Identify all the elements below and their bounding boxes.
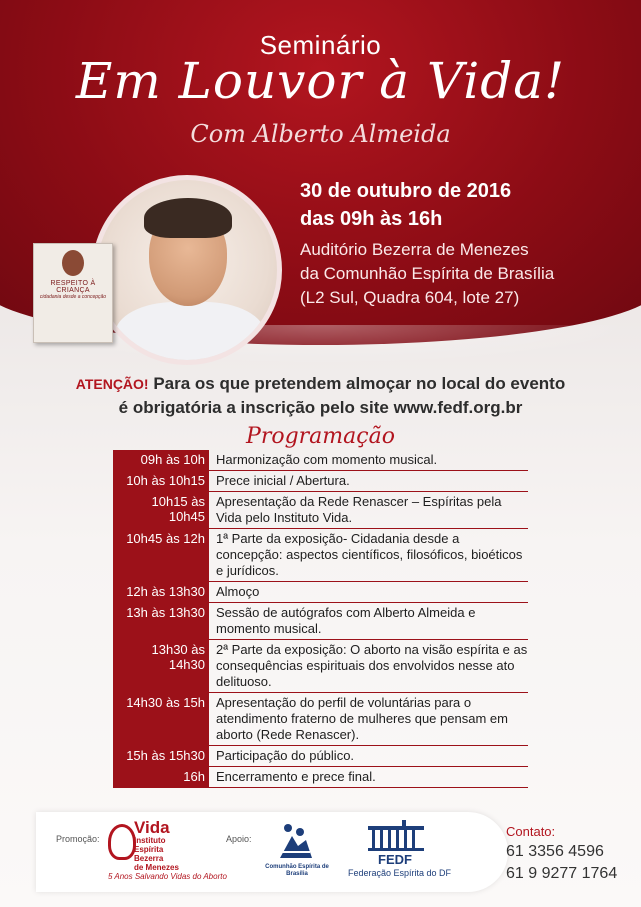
book-subtitle: cidadania desde a concepção (39, 294, 107, 300)
schedule-row (113, 640, 528, 693)
event-venue-line3: (L2 Sul, Quadra 604, lote 27) (300, 288, 520, 307)
sponsors-bar (36, 812, 508, 892)
schedule-time: 10h às 10h15 (113, 471, 209, 491)
notice-line2: é obrigatória a inscrição pelo site www.fedf.org.br (118, 398, 523, 417)
schedule-desc: Encerramento e prece final. (216, 769, 376, 784)
comunhao-icon (276, 822, 316, 862)
schedule-row (113, 492, 528, 529)
schedule-time: 14h30 às 15h (113, 693, 209, 745)
instituto-vida-logo (108, 818, 227, 888)
comunhao-name: Comunhão Espírita de Brasília (265, 864, 329, 877)
apoio-label: Apoio: (226, 834, 252, 844)
schedule-table (113, 450, 528, 788)
schedule-row (113, 693, 528, 746)
schedule-row (113, 450, 528, 471)
schedule-row (113, 471, 528, 492)
schedule-desc: 2ª Parte da exposição: O aborto na visão espírita e as consequências espirituais dos envolvidos nesse ato delituoso. (216, 642, 528, 689)
schedule-time: 10h45 às 12h (113, 529, 209, 581)
schedule-time: 16h (113, 767, 209, 787)
schedule-desc: Harmonização com momento musical. (216, 452, 438, 467)
schedule-time: 13h30 às 14h30 (113, 640, 209, 692)
comunhao-logo (262, 818, 332, 884)
vida-tagline: 5 Anos Salvando Vidas do Aborto (108, 872, 227, 881)
notice-line1 (0, 374, 641, 394)
schedule-time: 09h às 10h (113, 450, 209, 470)
schedule-time: 10h15 às 10h45 (113, 492, 209, 528)
notice-label: ATENÇÃO! (75, 376, 149, 392)
promocao-label: Promoção: (56, 834, 100, 844)
contact-block (506, 824, 617, 883)
schedule-time: 13h às 13h30 (113, 603, 209, 639)
schedule-desc: 1ª Parte da exposição- Cidadania desde a concepção: aspectos científicos, filosóficos, bioéticos e jurídicos. (216, 531, 523, 578)
seminar-label: Seminário (259, 30, 382, 60)
program-title: Programação (246, 424, 395, 449)
fedf-name: FEDF (378, 852, 412, 867)
fedf-building-icon (366, 820, 426, 852)
book-cover (33, 243, 113, 343)
contact-phone2: 61 9 9277 1764 (506, 865, 618, 882)
schedule-row (113, 529, 528, 582)
event-venue-line2: da Comunhão Espírita de Brasília (300, 264, 555, 283)
schedule-desc: Sessão de autógrafos com Alberto Almeida e momento musical. (216, 605, 476, 636)
schedule-time: 15h às 15h30 (113, 746, 209, 766)
contact-title: Contato: (506, 824, 556, 839)
ribbon-icon (108, 824, 136, 860)
contact-phone1: 61 3356 4596 (506, 843, 604, 860)
fedf-subtitle: Federação Espírita do DF (348, 868, 452, 878)
schedule-desc: Participação do público. (216, 748, 355, 763)
event-date: 30 de outubro de 2016 (300, 180, 512, 202)
schedule-desc: Prece inicial / Abertura. (216, 473, 350, 488)
schedule-desc: Apresentação do perfil de voluntárias para o atendimento fraterno de mulheres que pensam em aborto (Rede Renascer). (216, 695, 508, 742)
seminar-title: Em Louvor à Vida! (75, 52, 566, 110)
notice-text1: Para os que pretendem almoçar no local do evento (153, 374, 566, 393)
event-venue-line1: Auditório Bezerra de Menezes (300, 240, 529, 259)
vida-logo-title: Vida (134, 818, 170, 837)
schedule-row (113, 746, 528, 767)
speaker-photo (92, 175, 282, 365)
event-time: das 09h às 16h (300, 208, 443, 230)
schedule-row (113, 582, 528, 603)
schedule-row (113, 767, 528, 788)
fedf-logo (348, 820, 498, 886)
schedule-time: 12h às 13h30 (113, 582, 209, 602)
schedule-desc: Apresentação da Rede Renascer – Espíritas pela Vida pelo Instituto Vida. (216, 494, 502, 525)
schedule-desc: Almoço (216, 584, 260, 599)
vida-logo-subtitle: Instituto Espírita Bezerra de Menezes (134, 836, 179, 872)
book-title: RESPEITO À CRIANÇA (50, 280, 96, 294)
speaker-line: Com Alberto Almeida (190, 120, 451, 148)
schedule-row (113, 603, 528, 640)
